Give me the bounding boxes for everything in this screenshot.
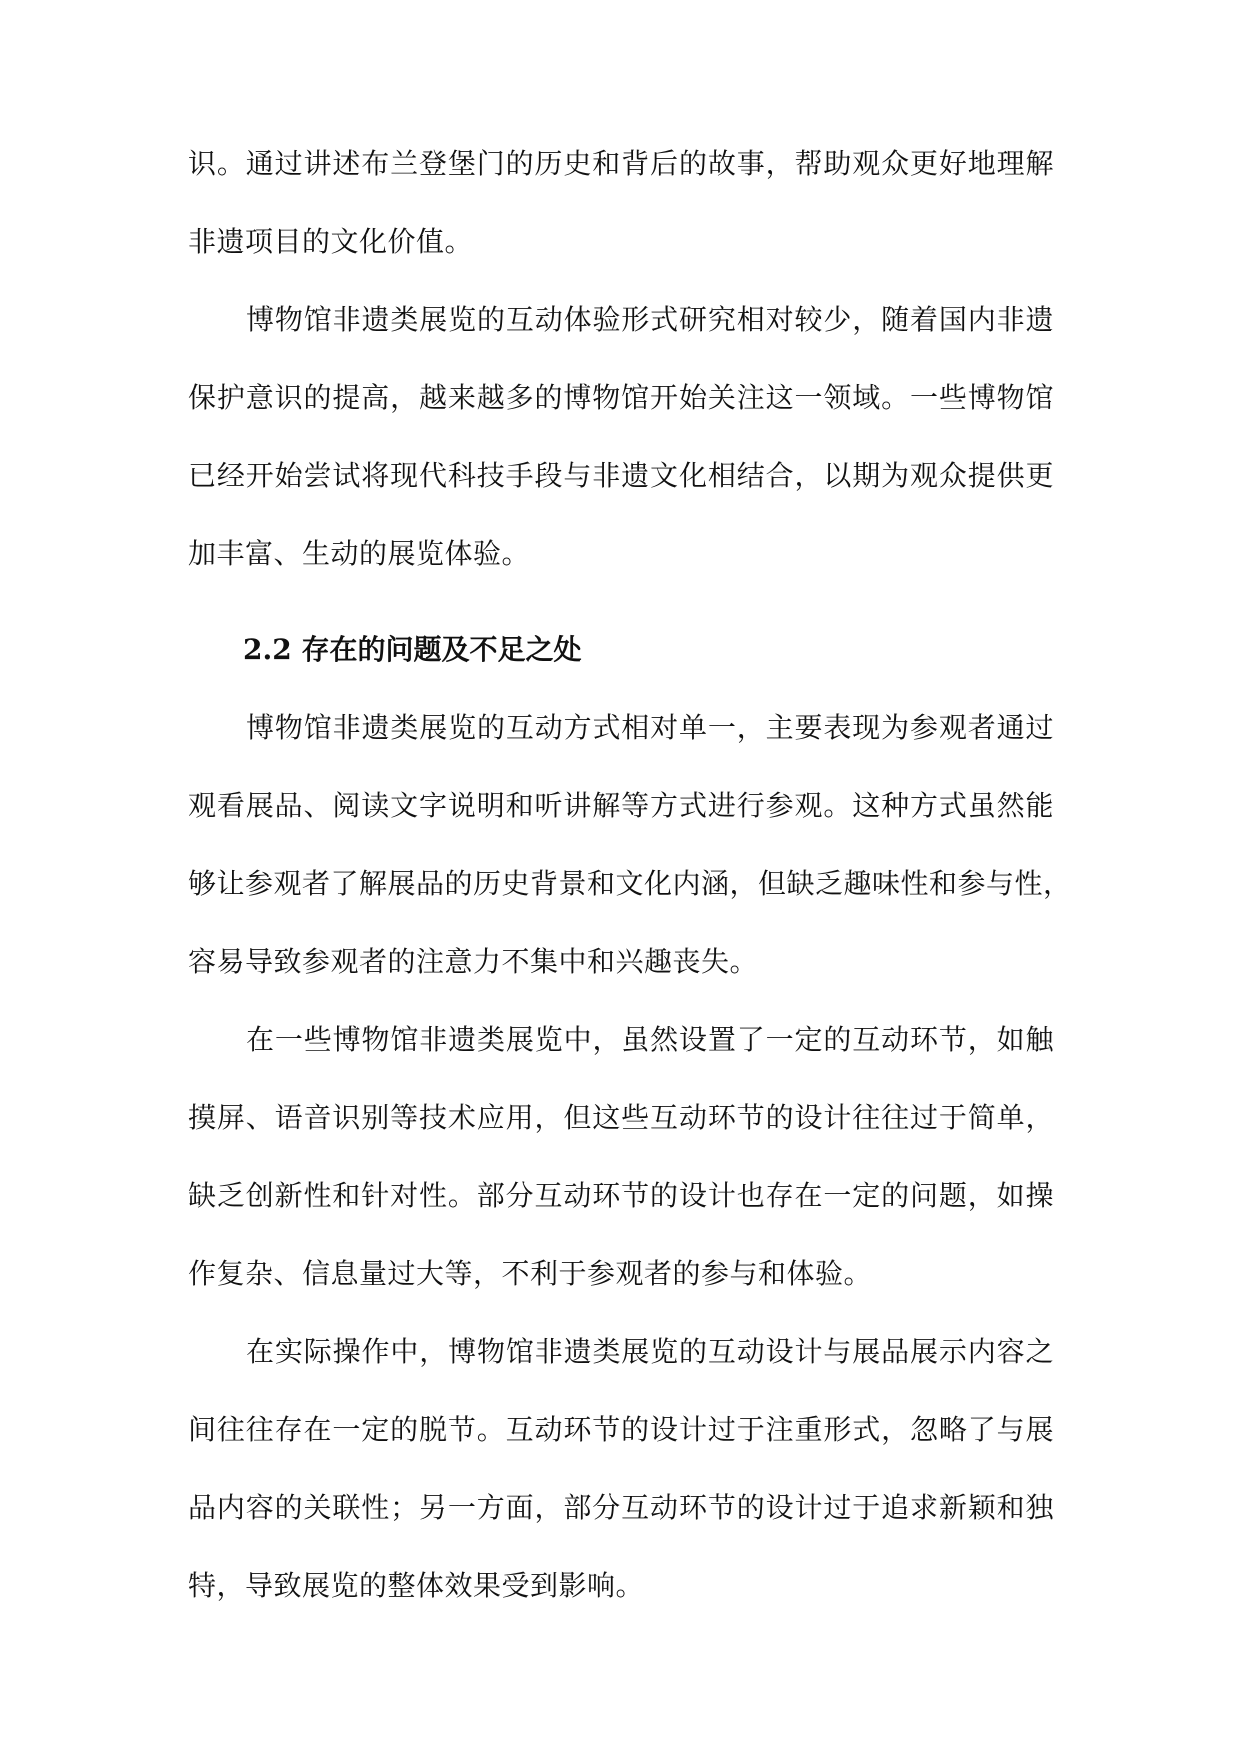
paragraph-line: 博物馆非遗类展览的互动方式相对单一，主要表现为参观者通过 [246,711,1054,744]
paragraph-line: 识。通过讲述布兰登堡门的历史和背后的故事，帮助观众更好地理解 [188,147,1054,180]
paragraph-line: 在一些博物馆非遗类展览中，虽然设置了一定的互动环节，如触 [246,1023,1054,1056]
paragraph-5 [188,1328,1054,1610]
paragraph-3 [188,704,1072,986]
paragraph-line: 在实际操作中，博物馆非遗类展览的互动设计与展品展示内容之 [246,1335,1054,1368]
paragraph-line: 加丰富、生动的展览体验。 [188,537,531,570]
paragraph-line: 缺乏创新性和针对性。部分互动环节的设计也存在一定的问题，如操 [188,1179,1054,1212]
paragraph-line: 品内容的关联性；另一方面，部分互动环节的设计过于追求新颖和独 [188,1491,1054,1524]
paragraph-line: 容易导致参观者的注意力不集中和兴趣丧失。 [188,945,759,978]
paragraph-line: 保护意识的提高，越来越多的博物馆开始关注这一领域。一些博物馆 [188,381,1054,414]
paragraph-2 [188,296,1054,578]
section-heading: 2.2 存在的问题及不足之处 [243,633,582,666]
paragraph-line: 作复杂、信息量过大等，不利于参观者的参与和体验。 [188,1257,873,1290]
paragraph-line: 特，导致展览的整体效果受到影响。 [188,1569,645,1602]
paragraph-line: 间往往存在一定的脱节。互动环节的设计过于注重形式，忽略了与展 [188,1413,1054,1446]
document-body [188,140,1072,1640]
paragraph-1 [188,140,1054,266]
paragraph-line: 博物馆非遗类展览的互动体验形式研究相对较少，随着国内非遗 [246,303,1054,336]
paragraph-line: 摸屏、语音识别等技术应用，但这些互动环节的设计往往过于简单， [188,1101,1054,1134]
paragraph-line: 观看展品、阅读文字说明和听讲解等方式进行参观。这种方式虽然能 [188,789,1054,822]
paragraph-line: 非遗项目的文化价值。 [188,225,474,258]
paragraph-line: 够让参观者了解展品的历史背景和文化内涵，但缺乏趣味性和参与性， [188,867,1072,900]
paragraph-4 [188,1016,1054,1298]
paragraph-line: 已经开始尝试将现代科技手段与非遗文化相结合，以期为观众提供更 [188,459,1054,492]
